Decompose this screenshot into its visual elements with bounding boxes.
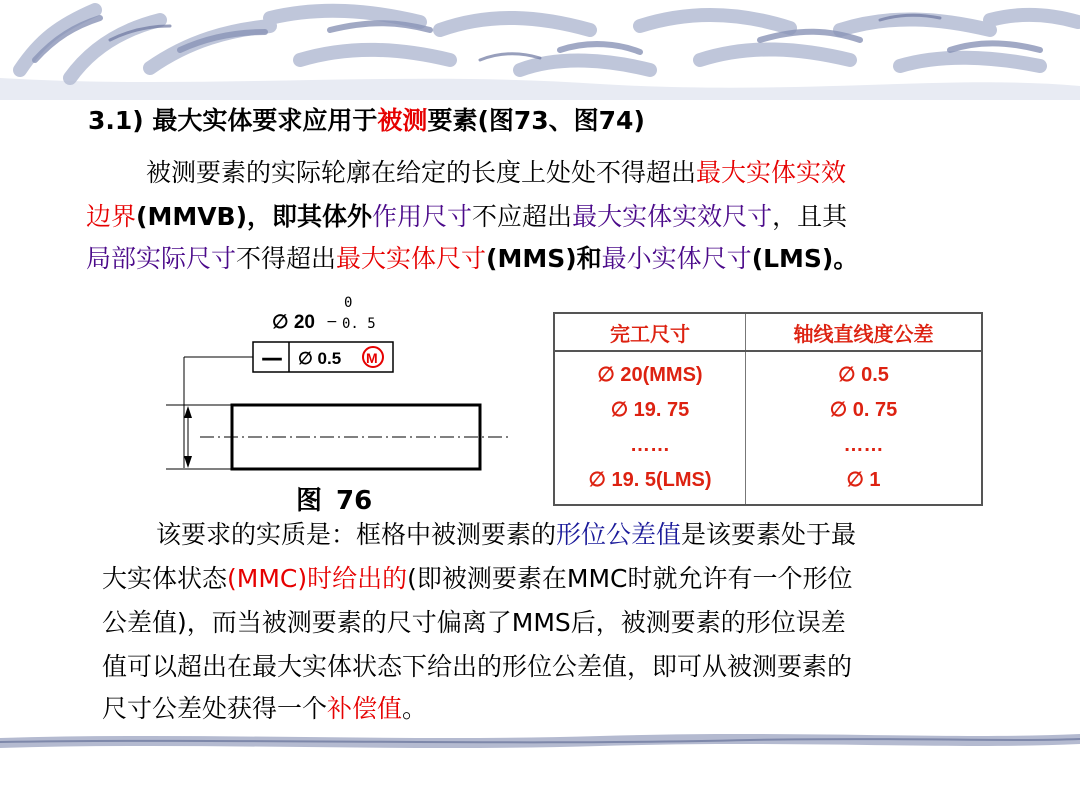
heading-prefix: 3.1) 最大实体要求应用于 xyxy=(88,106,378,135)
para1-line-3: 局部实际尺寸不得超出最大实体尺寸(MMS)和最小实体尺寸(LMS)。 xyxy=(86,244,859,273)
heading-suffix: 要素(图73、图74) xyxy=(427,106,645,135)
table-header-row xyxy=(554,313,982,351)
para1-line-2: 边界(MMVB)，即其体外作用尺寸不应超出最大实体实效尺寸，且其 xyxy=(86,202,848,231)
tolerance-column: ∅ 0.5 ∅ 0. 75 …… ∅ 1 xyxy=(746,351,983,505)
para2-line-5: 尺寸公差处获得一个补偿值。 xyxy=(102,694,428,723)
figure-caption: 图 76 xyxy=(296,486,373,516)
header-finished-size: 完工尺寸 xyxy=(554,313,746,351)
straightness-symbol: — xyxy=(261,346,283,371)
para2-line-2: 大实体状态(MMC)时给出的(即被测要素在MMC时就允许有一个形位 xyxy=(102,564,853,593)
para1-line-1: 被测要素的实际轮廓在给定的长度上处处不得超出最大实体实效 xyxy=(146,158,847,187)
decorative-bottom-bar xyxy=(0,728,1080,758)
tolerance-table xyxy=(553,312,983,506)
heading-highlight: 被测 xyxy=(377,106,428,135)
figure-76-drawing xyxy=(160,288,530,488)
finished-size-column: ∅ 20(MMS) ∅ 19. 75 …… ∅ 19. 5(LMS) xyxy=(554,351,746,505)
tolerance-upper: 0 xyxy=(344,295,353,311)
header-straightness-tolerance: 轴线直线度公差 xyxy=(746,313,983,351)
tolerance-lower: 0. 5 xyxy=(342,316,376,332)
section-heading xyxy=(88,106,645,136)
para2-line-4: 值可以超出在最大实体状态下给出的形位公差值，即可从被测要素的 xyxy=(102,652,853,681)
decorative-banner xyxy=(0,0,1080,100)
frame-tolerance-value: ∅ 0.5 xyxy=(298,349,342,368)
tolerance-dash: − xyxy=(326,314,338,330)
para2-line-3: 公差值)，而当被测要素的尺寸偏离了MMS后，被测要素的形位误差 xyxy=(102,608,846,637)
table-row xyxy=(554,351,982,505)
mmc-modifier-letter: M xyxy=(366,350,378,366)
dimension-value: ∅ 20 xyxy=(272,312,315,333)
para2-line-1: 该要求的实质是：框格中被测要素的形位公差值是该要素处于最 xyxy=(156,520,857,549)
